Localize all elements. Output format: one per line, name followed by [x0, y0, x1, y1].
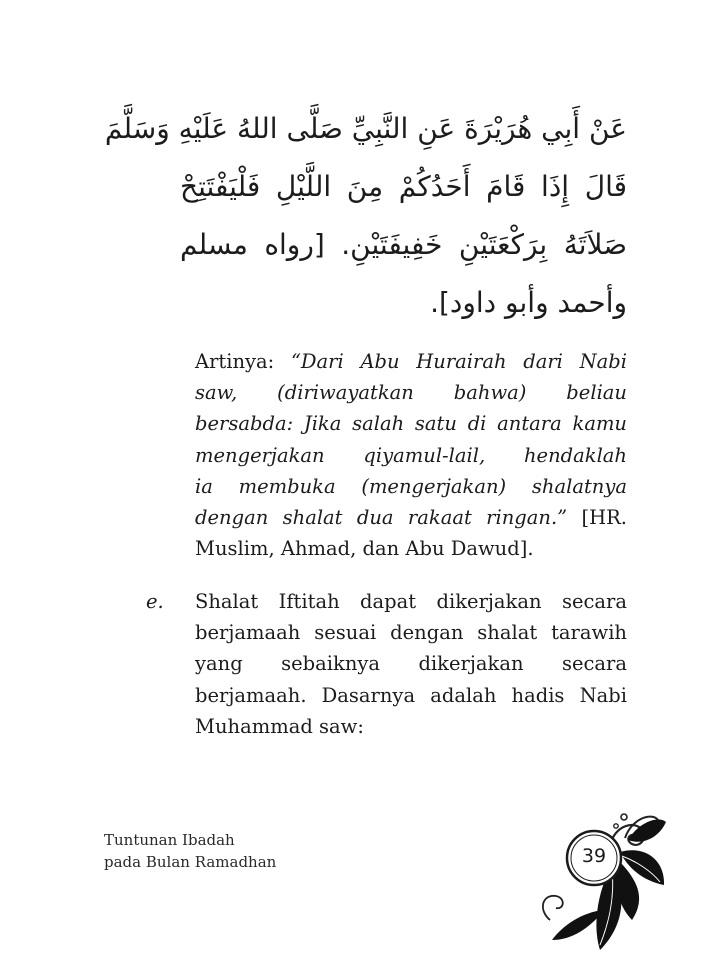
translation-text: “Dari Abu Hurairah dari Nabi — [290, 350, 627, 373]
item-e-paragraph — [195, 586, 627, 742]
translation-text: ia membuka (mengerjakan) shalatnya — [195, 474, 627, 498]
translation-text: dengan shalat dua rakaat ringan.” — [195, 506, 568, 530]
translation-line — [195, 502, 627, 533]
running-footer — [104, 829, 276, 873]
item-e-line: berjamaah sesuai dengan shalat tarawih — [195, 621, 627, 645]
page-number: 39 — [581, 845, 607, 867]
translation-text: saw, (diriwayatkan bahwa) beliau — [195, 381, 627, 405]
footer-book-title-line-2: pada Bulan Ramadhan — [104, 853, 277, 871]
citation-text: Muslim, Ahmad, dan Abu Dawud]. — [195, 537, 534, 561]
item-e-line: yang sebaiknya dikerjakan secara — [195, 652, 627, 676]
translation-line — [195, 440, 627, 471]
translation-line — [195, 377, 627, 408]
translation-text: mengerjakan qiyamul-lail, hendaklah — [195, 443, 627, 467]
list-marker-e: e. — [146, 590, 164, 613]
arabic-line-2: قَالَ إِذَا قَامَ أَحَدُكُمْ مِنَ اللَّيْلِ فَلْيَفْتَتِحْ — [180, 170, 627, 203]
translation-label: Artinya: — [195, 350, 291, 373]
arabic-line-1: عَنْ أَبِي هُرَيْرَةَ عَنِ النَّبِيِّ صَلَّى اللهُ عَلَيْهِ وَسَلَّمَ — [104, 112, 627, 145]
item-e-line: Shalat Iftitah dapat dikerjakan secara — [195, 590, 627, 613]
translation-line — [195, 408, 627, 439]
translation-line — [195, 533, 627, 564]
translation-paragraph — [195, 346, 627, 564]
item-e-line: berjamaah. Dasarnya adalah hadis Nabi — [195, 683, 627, 707]
translation-line — [195, 471, 627, 502]
translation-line — [195, 346, 627, 377]
arabic-line-3: صَلاَتَهُ بِرَكْعَتَيْنِ خَفِيفَتَيْنِ. [رواه مسلم — [180, 228, 627, 261]
item-e-line: Muhammad saw: — [195, 714, 364, 738]
citation-text: [HR. — [567, 506, 627, 530]
arabic-line-4: وأحمد وأبو داود]. — [430, 286, 627, 319]
translation-text: bersabda: Jika salah satu di antara kamu — [195, 412, 627, 436]
footer-book-title-line-1: Tuntunan Ibadah — [104, 831, 235, 849]
